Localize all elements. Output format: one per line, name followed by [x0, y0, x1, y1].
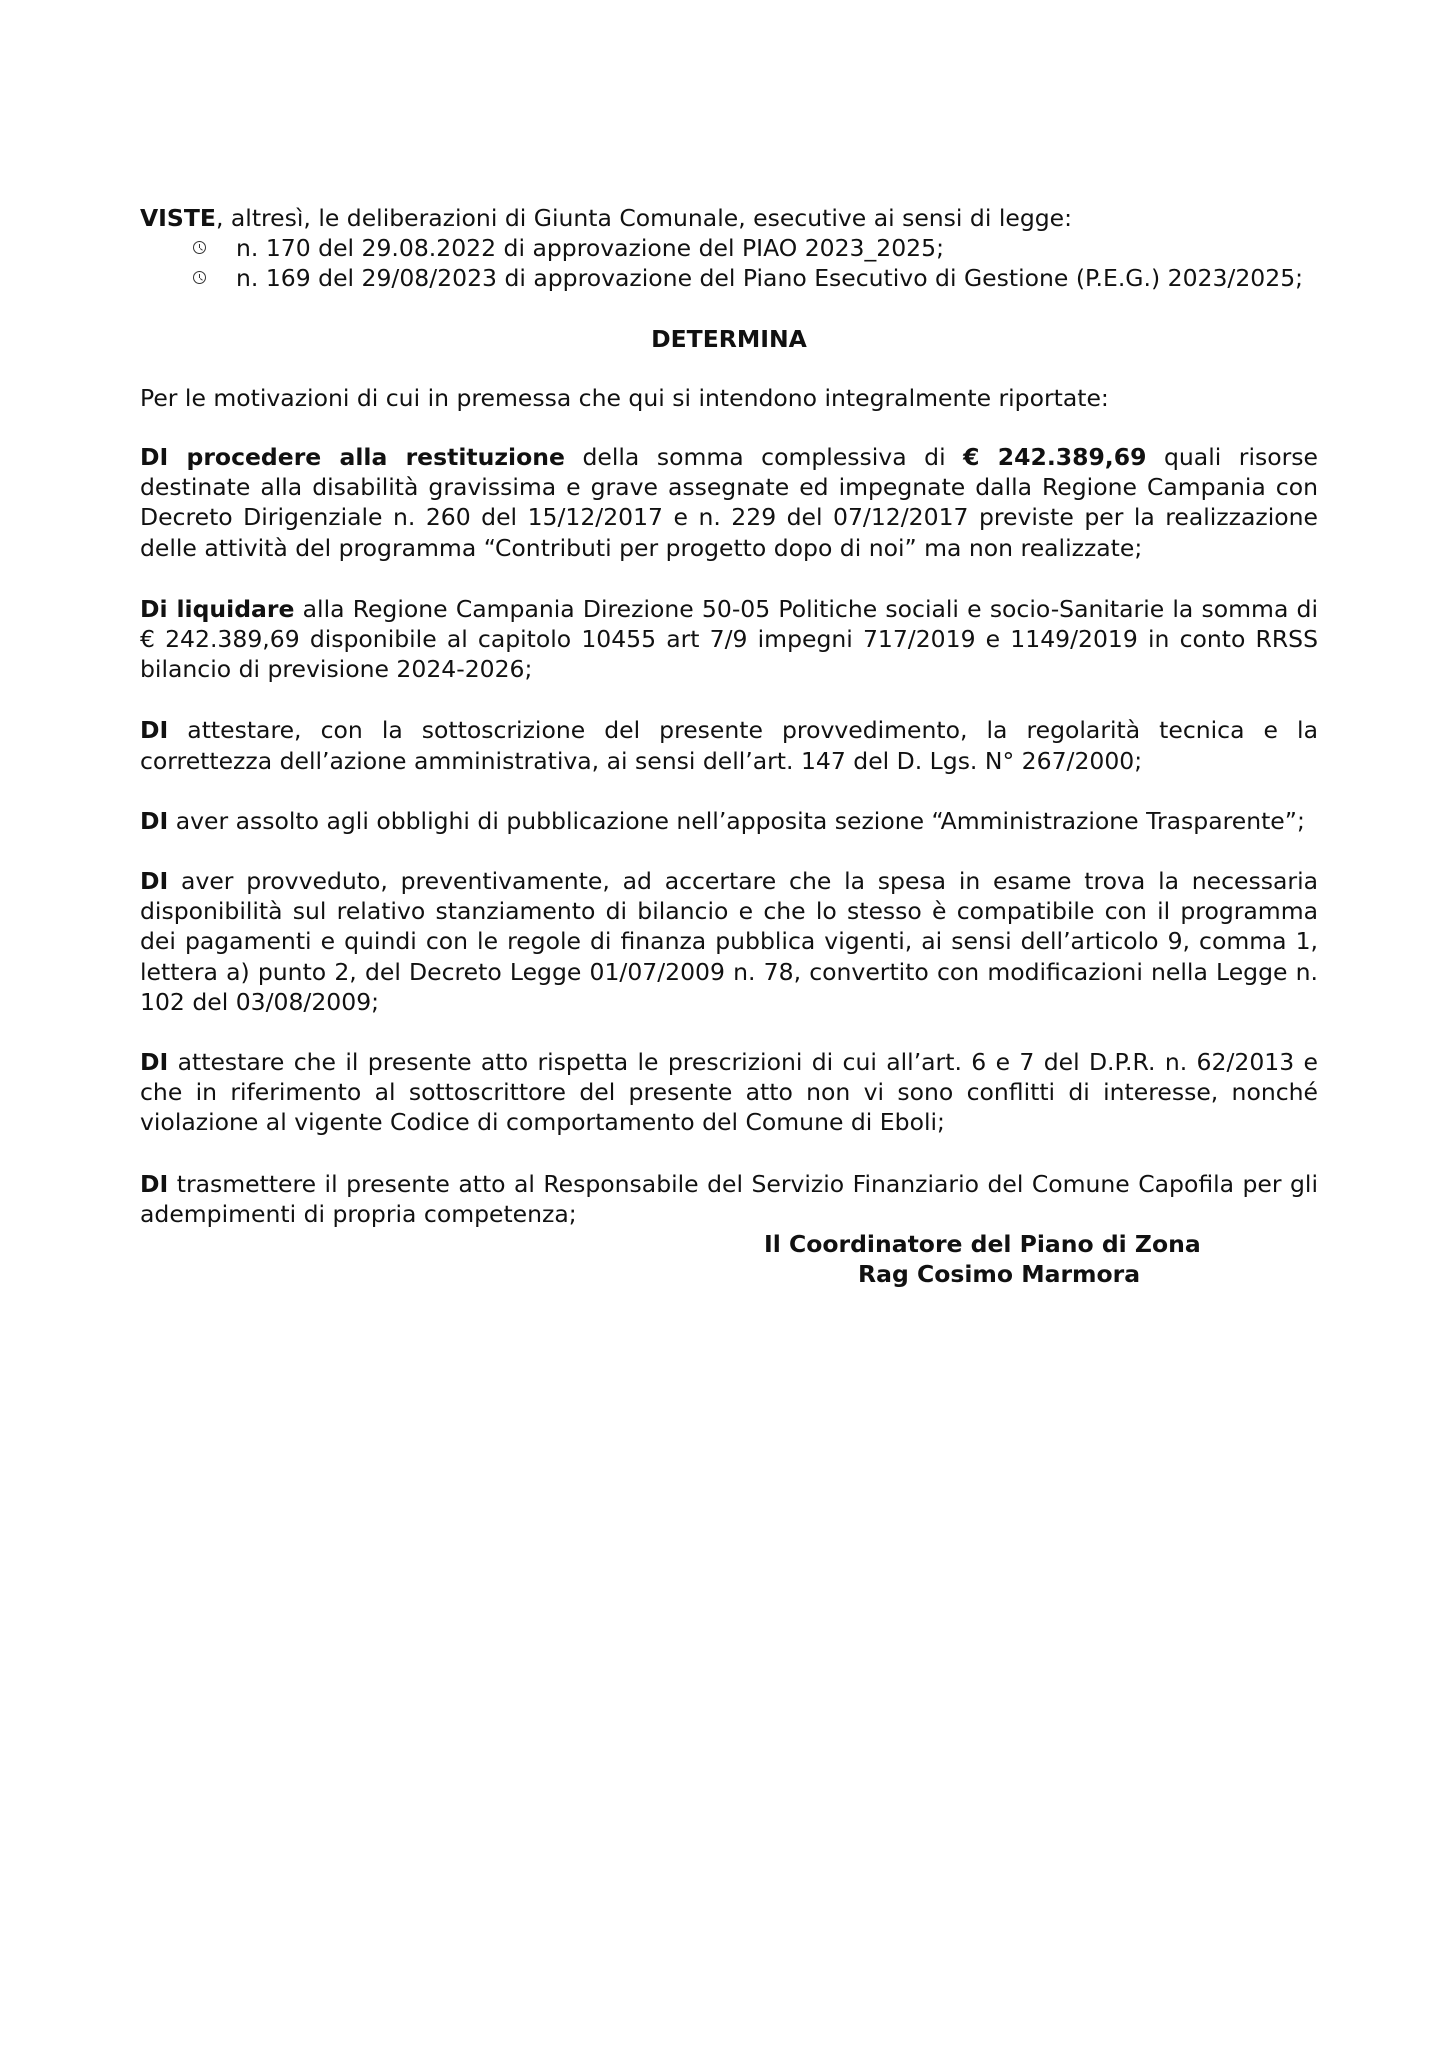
clause-text: quali risorse destinate alla disabilità gravissima e grave assegnate ed impegnate dalla Regione Campania con Decreto Dirigenziale n. 260 del 15/12/2017 e n. 229 del 07/12/2017 previste per la realizzazione delle attività del programma “Contributi per progetto dopo di noi” ma non realizzate; — [140, 443, 1318, 562]
premessa-text: Per le motivazioni di cui in premessa che qui si intendono integralmente riportate: — [140, 383, 1109, 412]
viste-intro — [140, 203, 1318, 233]
list-item-text: n. 169 del 29/08/2023 di approvazione del Piano Esecutivo di Gestione (P.E.G.) 2023/2025; — [236, 264, 1304, 293]
signature-role: Il Coordinatore del Piano di Zona — [764, 1230, 1201, 1259]
deliberations-list — [140, 233, 1318, 293]
clause-text: alla Regione Campania Direzione 50-05 Politiche sociali e socio-Sanitarie la somma di € 242.389,69 disponibile al capitolo 10455 art 7/9 impegni 717/2019 e 1149/2019 in conto RRSS bilancio di previsione 2024-2026; — [140, 594, 1318, 684]
clause-lead: DI — [140, 867, 169, 896]
clause-lead: Di liquidare — [140, 594, 295, 623]
viste-text: , altresì, le deliberazioni di Giunta Comunale, esecutive ai sensi di legge: — [215, 204, 1073, 232]
clause-liquidare — [140, 594, 1318, 685]
clause-lead: DI — [140, 806, 169, 835]
clause-regolarita — [140, 715, 1318, 775]
document-body — [140, 203, 1318, 1289]
clause-text: aver assolto agli obblighi di pubblicazione nell’apposita sezione “Amministrazione Trasparente”; — [168, 806, 1305, 835]
clause-lead: DI procedere alla restituzione — [140, 443, 565, 472]
section-heading: DETERMINA — [651, 324, 807, 353]
clause-restituzione — [140, 442, 1318, 563]
clause-lead: DI — [140, 1048, 169, 1077]
clause-copertura — [140, 866, 1318, 1017]
viste-lead: VISTE — [140, 204, 216, 232]
list-item — [140, 263, 1318, 293]
clause-text: aver provveduto, preventivamente, ad accertare che la spesa in esame trova la necessaria disponibilità sul relativo stanziamento di bilancio e che lo stesso è compatibile con il programma dei pagamenti e quindi con le regole di finanza pubblica vigenti, ai sensi dell’articolo 9, comma 1, lettera a) punto 2, del Decreto Legge 01/07/2009 n. 78, convertito con modificazioni nella Legge n. 102 del 03/08/2009; — [140, 867, 1318, 1016]
clause-lead: DI — [140, 1169, 169, 1198]
clause-lead: DI — [140, 716, 169, 745]
clause-text: trasmettere il presente atto al Responsabile del Servizio Finanziario del Comune Capofila per gli adempimenti di propria competenza; — [140, 1169, 1318, 1228]
clause-text: della somma complessiva di — [564, 443, 964, 472]
list-item-text: n. 170 del 29.08.2022 di approvazione del PIAO 2023_2025; — [236, 234, 944, 263]
amount-value: € 242.389,69 — [963, 443, 1147, 472]
clause-conflitti — [140, 1047, 1318, 1138]
clause-text: attestare, con la sottoscrizione del presente provvedimento, la regolarità tecnica e la correttezza dell’azione amministrativa, ai sensi dell’art. 147 del D. Lgs. N° 267/2000; — [140, 716, 1318, 775]
list-item — [140, 233, 1318, 263]
clock-bullet-icon — [193, 241, 206, 254]
clause-trasmissione — [140, 1169, 1318, 1229]
signature-name: Rag Cosimo Marmora — [858, 1260, 1141, 1289]
clause-text: attestare che il presente atto rispetta le prescrizioni di cui all’art. 6 e 7 del D.P.R. n. 62/2013 e che in riferimento al sottoscrittore del presente atto non vi sono conflitti di interesse, nonché violazione al vigente Codice di comportamento del Comune di Eboli; — [140, 1048, 1318, 1137]
signature-block — [140, 1229, 1318, 1289]
clock-bullet-icon — [193, 271, 206, 284]
clause-pubblicazione — [140, 806, 1318, 836]
